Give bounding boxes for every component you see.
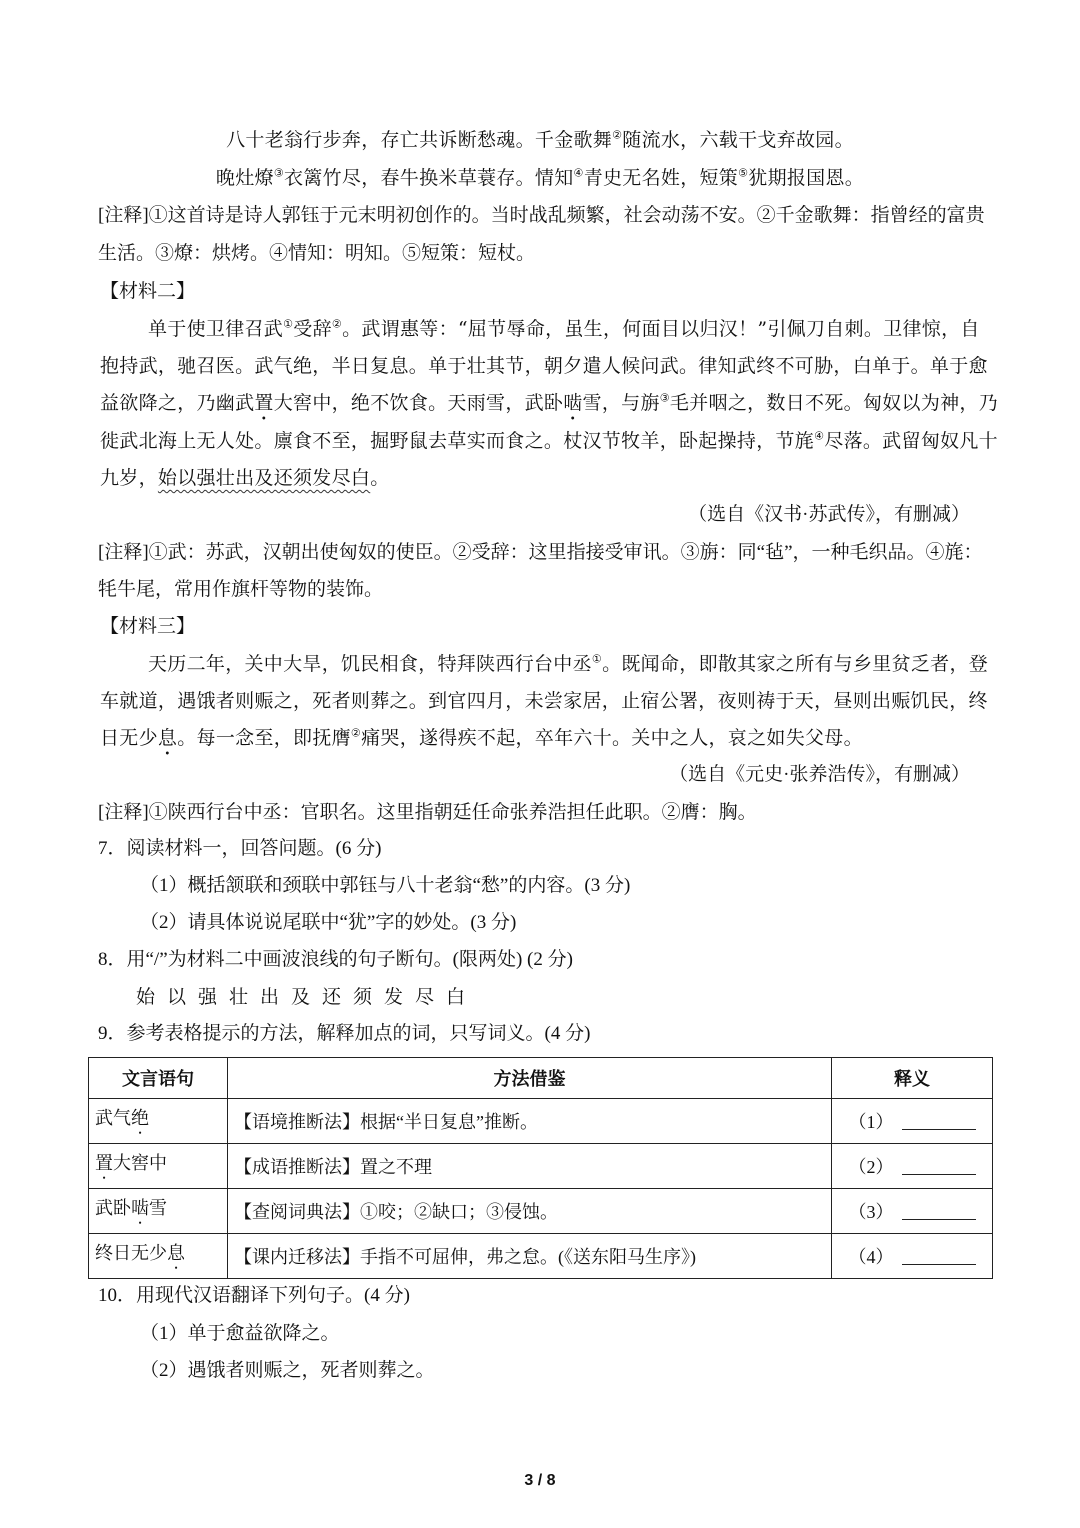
sentence-cell: 武气绝	[89, 1099, 228, 1144]
material2-line-2: 抱持武，驰召医。武气绝，半日复息。单于壮其节，朝夕遣人候问武。律知武终不可胁，白单于。单于愈	[100, 355, 988, 377]
answer-cell[interactable]: （1）	[832, 1099, 993, 1144]
question-8-sentence: 始以强壮出及还须发尽白	[136, 986, 478, 1008]
material3-line-2: 车就道，遇饿者则赈之，死者则葬之。到官四月，未尝家居，止宿公署，夜则祷于天，昼则出赈饥民，终	[100, 690, 988, 712]
header-method: 方法借鉴	[228, 1058, 832, 1099]
header-sentence: 文言语句	[89, 1058, 228, 1099]
material3-source: （选自《元史·张养浩传》，有删减）	[669, 764, 970, 785]
question-7-2: （2）请具体说说尾联中“犹”字的妙处。(3 分)	[140, 912, 517, 933]
question-10-2: （2）遇饿者则赈之，死者则葬之。	[140, 1360, 435, 1381]
answer-cell[interactable]: （2）	[832, 1144, 993, 1189]
table-row	[89, 1144, 993, 1189]
answer-blank[interactable]	[902, 1111, 976, 1130]
material2-line-3: 益欲降之，乃幽武置大窖中，绝不饮食。天雨雪，武卧啮雪，与旃③毛并咽之，数日不死。匈奴以为神，乃	[100, 391, 999, 414]
question-7-1: （1）概括颔联和颈联中郭钰与八十老翁“愁”的内容。(3 分)	[140, 875, 631, 896]
question-10-1: （1）单于愈益欲降之。	[140, 1323, 340, 1344]
table-row	[89, 1189, 993, 1234]
method-cell: 【查阅词典法】①咬；②缺口；③侵蚀。	[228, 1189, 832, 1234]
question-8: 8．用“/”为材料二中画波浪线的句子断句。(限两处) (2 分)	[98, 949, 573, 970]
sentence-cell: 置大窖中	[89, 1144, 228, 1189]
question-9: 9．参考表格提示的方法，解释加点的词，只写词义。(4 分)	[98, 1023, 591, 1044]
note1-line-1: [注释]①这首诗是诗人郭钰于元末明初创作的。当时战乱频繁，社会动荡不安。②千金歌舞：指曾经的富贵	[98, 205, 985, 226]
method-table	[88, 1057, 993, 1279]
table-row	[89, 1099, 993, 1144]
answer-cell[interactable]: （3）	[832, 1189, 993, 1234]
material2-line-1: 单于使卫律召武①受辞②。武谓惠等：“屈节辱命，虽生，何面目以归汉！”引佩刀自刺。卫律惊，自	[148, 317, 980, 340]
note1-line-2: 生活。③燎：烘烤。④情知：明知。⑤短策：短杖。	[98, 243, 536, 264]
note3: [注释]①陕西行台中丞：官职名。这里指朝廷任命张养浩担任此职。②膺：胸。	[98, 802, 757, 823]
answer-blank[interactable]	[902, 1246, 976, 1265]
poem-line-2: 晚灶燎③衣篱竹尽，春牛换米草蓑存。情知④青史无名姓，短策⑤犹期报国恩。	[215, 166, 865, 189]
header-meaning: 释义	[832, 1058, 993, 1099]
material3-line-1: 天历二年，关中大旱，饥民相食，特拜陕西行台中丞①。既闻命，即散其家之所有与乡里贫乏者，登	[148, 652, 989, 675]
note2-line-1: [注释]①武：苏武，汉朝出使匈奴的使臣。②受辞：这里指接受审讯。③旃：同“毡”，一种毛织品。④旄：	[98, 542, 983, 563]
material2-heading: 【材料二】	[100, 281, 196, 302]
material2-source: （选自《汉书·苏武传》，有删减）	[688, 504, 970, 525]
method-cell: 【课内迁移法】手指不可屈伸，弗之怠。(《送东阳马生序》)	[228, 1234, 832, 1279]
sentence-cell: 武卧啮雪	[89, 1189, 228, 1234]
answer-blank[interactable]	[902, 1201, 976, 1220]
page-number: 3 / 8	[524, 1472, 556, 1489]
method-cell: 【语境推断法】根据“半日复息”推断。	[228, 1099, 832, 1144]
question-10: 10．用现代汉语翻译下列句子。(4 分)	[98, 1285, 410, 1306]
sentence-cell: 终日无少息	[89, 1234, 228, 1279]
method-cell: 【成语推断法】置之不理	[228, 1144, 832, 1189]
material2-line-5: 九岁，始以强壮出及还须发尽白。	[100, 467, 390, 489]
poem-line-1: 八十老翁行步奔，存亡共诉断愁魂。千金歌舞②随流水，六载干戈弃故园。	[226, 128, 854, 151]
material3-line-3: 日无少息。每一念至，即抚膺②痛哭，遂得疾不起，卒年六十。关中之人，哀之如失父母。	[100, 726, 863, 749]
answer-blank[interactable]	[902, 1156, 976, 1175]
wavy-underlined-sentence: 始以强壮出及还须发尽白	[157, 467, 371, 489]
question-7: 7．阅读材料一，回答问题。(6 分)	[98, 838, 382, 859]
table-row	[89, 1234, 993, 1279]
material2-line-4: 徙武北海上无人处。廪食不至，掘野鼠去草实而食之。杖汉节牧羊，卧起操持，节旄④尽落。武留匈奴凡十	[100, 429, 998, 452]
material3-heading: 【材料三】	[100, 616, 196, 637]
answer-cell[interactable]: （4）	[832, 1234, 993, 1279]
note2-line-2: 牦牛尾，常用作旗杆等物的装饰。	[98, 579, 384, 600]
table-header-row	[89, 1058, 993, 1099]
